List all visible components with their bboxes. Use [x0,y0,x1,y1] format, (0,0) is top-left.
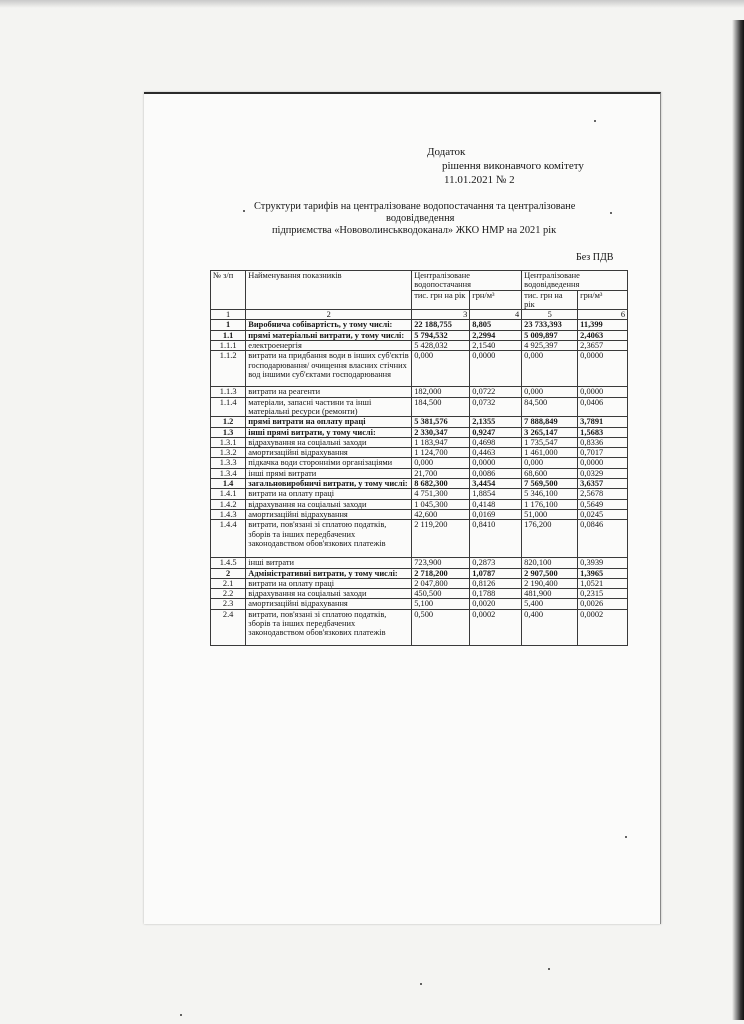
disposal-thousand-uah: 176,200 [522,520,578,558]
supply-thousand-uah: 5 381,576 [412,417,470,427]
table-row [211,330,628,340]
supply-uah-per-m3: 0,0732 [470,397,522,417]
document-title-line1: Структури тарифів на централізоване водопостачання та централізоване [254,201,576,212]
document-page [144,92,661,924]
disposal-thousand-uah: 0,000 [522,387,578,397]
table-row [211,479,628,489]
supply-thousand-uah: 8 682,300 [412,479,470,489]
disposal-thousand-uah: 0,400 [522,609,578,645]
disposal-uah-per-m3: 3,6357 [578,479,628,489]
disposal-thousand-uah: 84,500 [522,397,578,417]
scan-edge-right [732,20,744,1020]
supply-thousand-uah: 2 718,200 [412,568,470,578]
table-row [211,437,628,447]
disposal-uah-per-m3: 3,7891 [578,417,628,427]
supply-thousand-uah: 5 794,532 [412,330,470,340]
disposal-thousand-uah: 5,400 [522,599,578,609]
disposal-thousand-uah: 1 735,547 [522,437,578,447]
disposal-uah-per-m3: 0,0000 [578,458,628,468]
disposal-thousand-uah: 68,600 [522,468,578,478]
supply-thousand-uah: 1 124,700 [412,448,470,458]
supply-thousand-uah: 450,500 [412,589,470,599]
row-number: 1.2 [211,417,246,427]
row-number: 1.3.1 [211,437,246,447]
disposal-uah-per-m3: 0,0026 [578,599,628,609]
row-name: інші прямі витрати, у тому числі: [246,427,412,437]
row-number: 1.1 [211,330,246,340]
supply-uah-per-m3: 0,0169 [470,509,522,519]
supply-uah-per-m3: 0,8126 [470,578,522,588]
supply-thousand-uah: 182,000 [412,387,470,397]
row-name: витрати на оплату праці [246,489,412,499]
header-water-supply: Централізоване водопостачання [412,271,522,291]
scan-speck [548,968,550,970]
disposal-thousand-uah: 0,000 [522,351,578,387]
scan-speck [594,120,596,122]
disposal-uah-per-m3: 0,0002 [578,609,628,645]
disposal-uah-per-m3: 0,8336 [578,437,628,447]
disposal-uah-per-m3: 2,4063 [578,330,628,340]
subheader-disposal-m3: грн/м³ [578,290,628,310]
supply-thousand-uah: 0,000 [412,458,470,468]
header-name: Найменування показників [246,271,412,310]
disposal-thousand-uah: 2 190,400 [522,578,578,588]
row-name: прямі матеріальні витрати, у тому числі: [246,330,412,340]
row-name: матеріали, запасні частини та інші матеріальні ресурси (ремонти) [246,397,412,417]
row-name: прямі витрати на оплату праці [246,417,412,427]
row-name: інші витрати [246,558,412,568]
table-row [211,320,628,330]
supply-thousand-uah: 1 045,300 [412,499,470,509]
row-name: відрахування на соціальні заходи [246,437,412,447]
row-number: 2.1 [211,578,246,588]
column-number: 2 [246,310,412,320]
disposal-uah-per-m3: 2,3657 [578,341,628,351]
table-row [211,599,628,609]
disposal-thousand-uah: 820,100 [522,558,578,568]
supply-thousand-uah: 1 183,947 [412,437,470,447]
row-name: Адміністративні витрати, у тому числі: [246,568,412,578]
row-number: 1.4 [211,479,246,489]
row-name: відрахування на соціальні заходи [246,589,412,599]
decision-label: рішення виконавчого комітету [442,160,584,172]
table-row [211,609,628,645]
supply-uah-per-m3: 0,8410 [470,520,522,558]
table-row [211,499,628,509]
subheader-supply-year: тис. грн на рік [412,290,470,310]
supply-thousand-uah: 2 047,800 [412,578,470,588]
disposal-thousand-uah: 7 569,500 [522,479,578,489]
supply-thousand-uah: 4 751,300 [412,489,470,499]
row-number: 2.4 [211,609,246,645]
supply-uah-per-m3: 1,0787 [470,568,522,578]
supply-thousand-uah: 21,700 [412,468,470,478]
row-name: витрати, пов'язані зі сплатою податків, зборів та інших передбачених законодавством обов'язкових платежів [246,520,412,558]
disposal-thousand-uah: 2 907,500 [522,568,578,578]
vat-note: Без ПДВ [576,252,614,263]
disposal-uah-per-m3: 0,0000 [578,387,628,397]
supply-uah-per-m3: 0,4463 [470,448,522,458]
table-row [211,341,628,351]
supply-uah-per-m3: 0,9247 [470,427,522,437]
row-name: електроенергія [246,341,412,351]
row-name: витрати на придбання води в інших суб'єктів господарювання/ очищення власних стічних вод іншими суб'єктами господарювання [246,351,412,387]
row-number: 1.3.4 [211,468,246,478]
disposal-uah-per-m3: 0,7017 [578,448,628,458]
table-row [211,509,628,519]
supply-thousand-uah: 0,500 [412,609,470,645]
table-row [211,558,628,568]
supply-uah-per-m3: 0,4698 [470,437,522,447]
supply-thousand-uah: 5 428,032 [412,341,470,351]
supply-uah-per-m3: 2,1540 [470,341,522,351]
scan-speck [243,210,245,212]
table-row [211,448,628,458]
supply-uah-per-m3: 3,4454 [470,479,522,489]
document-title-line3: підприємства «Нововолинськводоканал» ЖКО НМР на 2021 рік [272,225,557,236]
row-name: амортизаційні відрахування [246,599,412,609]
disposal-uah-per-m3: 1,3965 [578,568,628,578]
disposal-thousand-uah: 7 888,849 [522,417,578,427]
row-number: 1.4.2 [211,499,246,509]
disposal-thousand-uah: 4 925,397 [522,341,578,351]
row-name: витрати на реагенти [246,387,412,397]
disposal-uah-per-m3: 0,0245 [578,509,628,519]
supply-thousand-uah: 723,900 [412,558,470,568]
supply-thousand-uah: 42,600 [412,509,470,519]
row-number: 1.3.2 [211,448,246,458]
row-name: відрахування на соціальні заходи [246,499,412,509]
table-row [211,489,628,499]
disposal-uah-per-m3: 0,2315 [578,589,628,599]
supply-uah-per-m3: 0,1788 [470,589,522,599]
disposal-thousand-uah: 481,900 [522,589,578,599]
row-number: 1.4.1 [211,489,246,499]
row-number: 2 [211,568,246,578]
row-name: витрати, пов'язані зі сплатою податків, зборів та інших передбачених законодавством обов'язкових платежів [246,609,412,645]
column-number: 1 [211,310,246,320]
row-number: 1.4.3 [211,509,246,519]
disposal-thousand-uah: 5 346,100 [522,489,578,499]
scan-speck [610,212,612,214]
disposal-thousand-uah: 0,000 [522,458,578,468]
row-name: підкачка води сторонніми організаціями [246,458,412,468]
disposal-thousand-uah: 1 461,000 [522,448,578,458]
appendix-label: Додаток [427,146,466,158]
disposal-uah-per-m3: 1,5683 [578,427,628,437]
supply-thousand-uah: 184,500 [412,397,470,417]
row-number: 1.4.5 [211,558,246,568]
supply-thousand-uah: 22 188,755 [412,320,470,330]
disposal-uah-per-m3: 0,5649 [578,499,628,509]
supply-uah-per-m3: 0,0000 [470,458,522,468]
supply-uah-per-m3: 8,805 [470,320,522,330]
table-row [211,351,628,387]
disposal-uah-per-m3: 1,0521 [578,578,628,588]
table-row [211,458,628,468]
disposal-uah-per-m3: 11,399 [578,320,628,330]
column-number: 3 [412,310,470,320]
subheader-supply-m3: грн/м³ [470,290,522,310]
row-number: 1.4.4 [211,520,246,558]
row-number: 1.3 [211,427,246,437]
supply-uah-per-m3: 2,2994 [470,330,522,340]
decision-date: 11.01.2021 № 2 [444,174,515,186]
scan-speck [420,983,422,985]
subheader-disposal-year: тис. грн на рік [522,290,578,310]
row-number: 1.3.3 [211,458,246,468]
supply-uah-per-m3: 0,0722 [470,387,522,397]
supply-uah-per-m3: 0,0086 [470,468,522,478]
disposal-uah-per-m3: 2,5678 [578,489,628,499]
supply-uah-per-m3: 0,2873 [470,558,522,568]
tariff-structure-table [210,270,628,646]
row-number: 1.1.3 [211,387,246,397]
supply-thousand-uah: 2 119,200 [412,520,470,558]
row-name: амортизаційні відрахування [246,448,412,458]
disposal-uah-per-m3: 0,0329 [578,468,628,478]
scan-speck [625,836,627,838]
scan-speck [180,1014,182,1016]
disposal-uah-per-m3: 0,3939 [578,558,628,568]
disposal-uah-per-m3: 0,0846 [578,520,628,558]
row-name: загальновиробничі витрати, у тому числі: [246,479,412,489]
row-number: 1.1.1 [211,341,246,351]
supply-thousand-uah: 0,000 [412,351,470,387]
row-name: інші прямі витрати [246,468,412,478]
row-number: 2.2 [211,589,246,599]
row-number: 2.3 [211,599,246,609]
supply-uah-per-m3: 0,0002 [470,609,522,645]
table-row [211,387,628,397]
row-name: витрати на оплату праці [246,578,412,588]
column-number-row [211,310,628,320]
table-row [211,427,628,437]
supply-thousand-uah: 2 330,347 [412,427,470,437]
supply-uah-per-m3: 0,4148 [470,499,522,509]
disposal-uah-per-m3: 0,0406 [578,397,628,417]
header-num: № з/п [211,271,246,310]
row-name: Виробнича собівартість, у тому числі: [246,320,412,330]
row-number: 1.1.2 [211,351,246,387]
supply-uah-per-m3: 1,8854 [470,489,522,499]
table-row [211,589,628,599]
header-water-disposal: Централізоване водовідведення [522,271,628,291]
disposal-uah-per-m3: 0,0000 [578,351,628,387]
table-row [211,520,628,558]
table-row [211,397,628,417]
table-header-row [211,271,628,291]
column-number: 4 [470,310,522,320]
document-title-line2: водовідведення [386,213,455,224]
disposal-thousand-uah: 5 009,897 [522,330,578,340]
disposal-thousand-uah: 51,000 [522,509,578,519]
scan-edge-top [0,0,744,8]
table-row [211,468,628,478]
supply-thousand-uah: 5,100 [412,599,470,609]
supply-uah-per-m3: 0,0000 [470,351,522,387]
row-number: 1.1.4 [211,397,246,417]
disposal-thousand-uah: 23 733,393 [522,320,578,330]
disposal-thousand-uah: 1 176,100 [522,499,578,509]
column-number: 5 [522,310,578,320]
table-row [211,578,628,588]
column-number: 6 [578,310,628,320]
table-row [211,417,628,427]
disposal-thousand-uah: 3 265,147 [522,427,578,437]
supply-uah-per-m3: 0,0020 [470,599,522,609]
table-row [211,568,628,578]
row-name: амортизаційні відрахування [246,509,412,519]
row-number: 1 [211,320,246,330]
supply-uah-per-m3: 2,1355 [470,417,522,427]
